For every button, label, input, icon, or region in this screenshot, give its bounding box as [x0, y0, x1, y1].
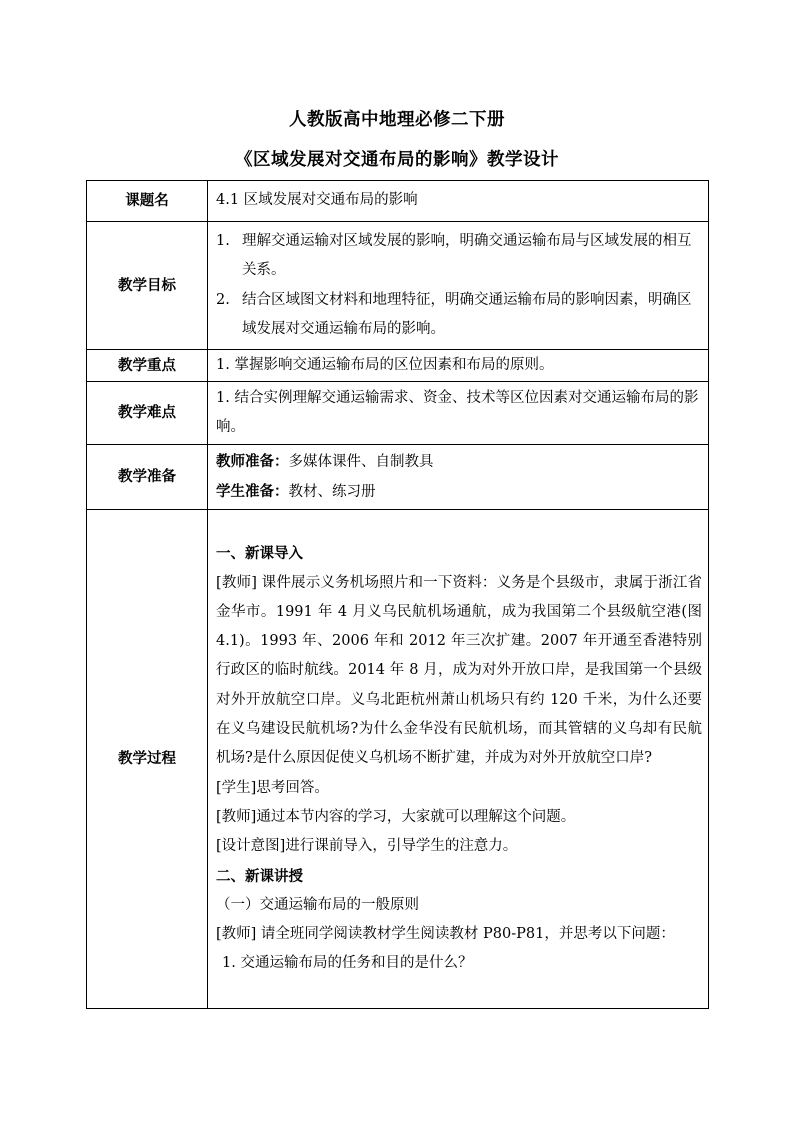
row-label-preparation: 教学准备: [87, 445, 208, 510]
key-points-text: 1. 掌握影响交通运输布局的区位因素和布局的原则。: [208, 350, 709, 382]
student-preparation-label: 学生准备：: [216, 483, 289, 500]
row-label-process: 教学过程: [87, 510, 208, 1009]
goal-text-1: 理解交通运输对区域发展的影响，明确交通运输布局与区域发展的相互关系。: [242, 232, 692, 279]
row-label-goals: 教学目标: [87, 222, 208, 350]
topic-value: 4.1 区域发展对交通布局的影响: [208, 181, 709, 222]
difficulties-text: 1. 结合实例理解交通运输需求、资金、技术等区位因素对交通运输布局的影响。: [208, 382, 709, 445]
table-row-difficulties: [87, 382, 709, 445]
subsection-title: （一）交通运输布局的一般原则: [216, 896, 419, 913]
section-title-intro: 一、新课导入: [216, 545, 303, 563]
table-row-key-points: [87, 350, 709, 382]
table-row-topic: [87, 181, 709, 222]
teacher-transition: [教师]通过本节内容的学习，大家就可以理解这个问题。: [216, 808, 576, 825]
student-preparation: [216, 477, 702, 507]
teacher-preparation: [216, 447, 702, 477]
table-row-goals: [87, 222, 709, 350]
student-preparation-value: 教材、练习册: [288, 484, 376, 500]
preparation-cell: [208, 445, 709, 510]
goal-number-1: 1.: [216, 232, 230, 249]
lesson-plan-table: [86, 180, 709, 1009]
document-title: 人教版高中地理必修二下册: [289, 110, 505, 130]
teacher-preparation-value: 多媒体课件、自制教具: [288, 453, 434, 470]
student-response: [学生]思考回答。: [216, 779, 329, 796]
intro-paragraph: [教师] 课件展示义务机场照片和一下资料：义务是个县级市，隶属于浙江省金华市。1991 年 4 月义乌民航机场通航，成为我国第二个县级航空港(图 4.1)。1993 年、2006 年和 2012 年三次扩建。2007 年开通至香港特别行政区的临时航线。2014 年 8 月，成为对外开放口岸，是我国第一个县级对外开放航空口岸。义乌北距杭州萧山机场只有约 120 千米，为什么还要在义乌建设民航机场?为什么金华没有民航机场，而其管辖的义乌却有民航机场?是什么原因促使义乌机场不断扩建，并成为对外开放航空口岸?: [216, 574, 702, 767]
goals-cell: [208, 222, 709, 350]
document-subtitle: 《区域发展对交通布局的影响》教学设计: [235, 150, 559, 170]
table-row-process: [87, 510, 709, 1009]
row-label-key-points: 教学重点: [87, 350, 208, 382]
table-row-preparation: [87, 445, 709, 510]
section-title-teaching: 二、新课讲授: [216, 867, 303, 885]
row-label-difficulties: 教学难点: [87, 382, 208, 445]
goal-number-2: 2.: [216, 291, 230, 308]
process-cell: [208, 510, 709, 1009]
teacher-preparation-label: 教师准备：: [216, 452, 289, 470]
row-label-topic: 课题名: [87, 181, 208, 222]
design-intent: [设计意图]进行课前导入，引导学生的注意力。: [216, 838, 518, 855]
goal-text-2: 结合区域图文材料和地理特征，明确交通运输布局的影响因素，明确区域发展对交通运输布局的影响。: [242, 291, 692, 337]
reading-instruction: [教师] 请全班同学阅读教材学生阅读教材 P80-P81，并思考以下问题：: [216, 926, 675, 943]
question-1: 1. 交通运输布局的任务和目的是什么？: [222, 955, 473, 972]
goal-item-2: [216, 286, 702, 345]
goal-item-1: [216, 227, 702, 286]
